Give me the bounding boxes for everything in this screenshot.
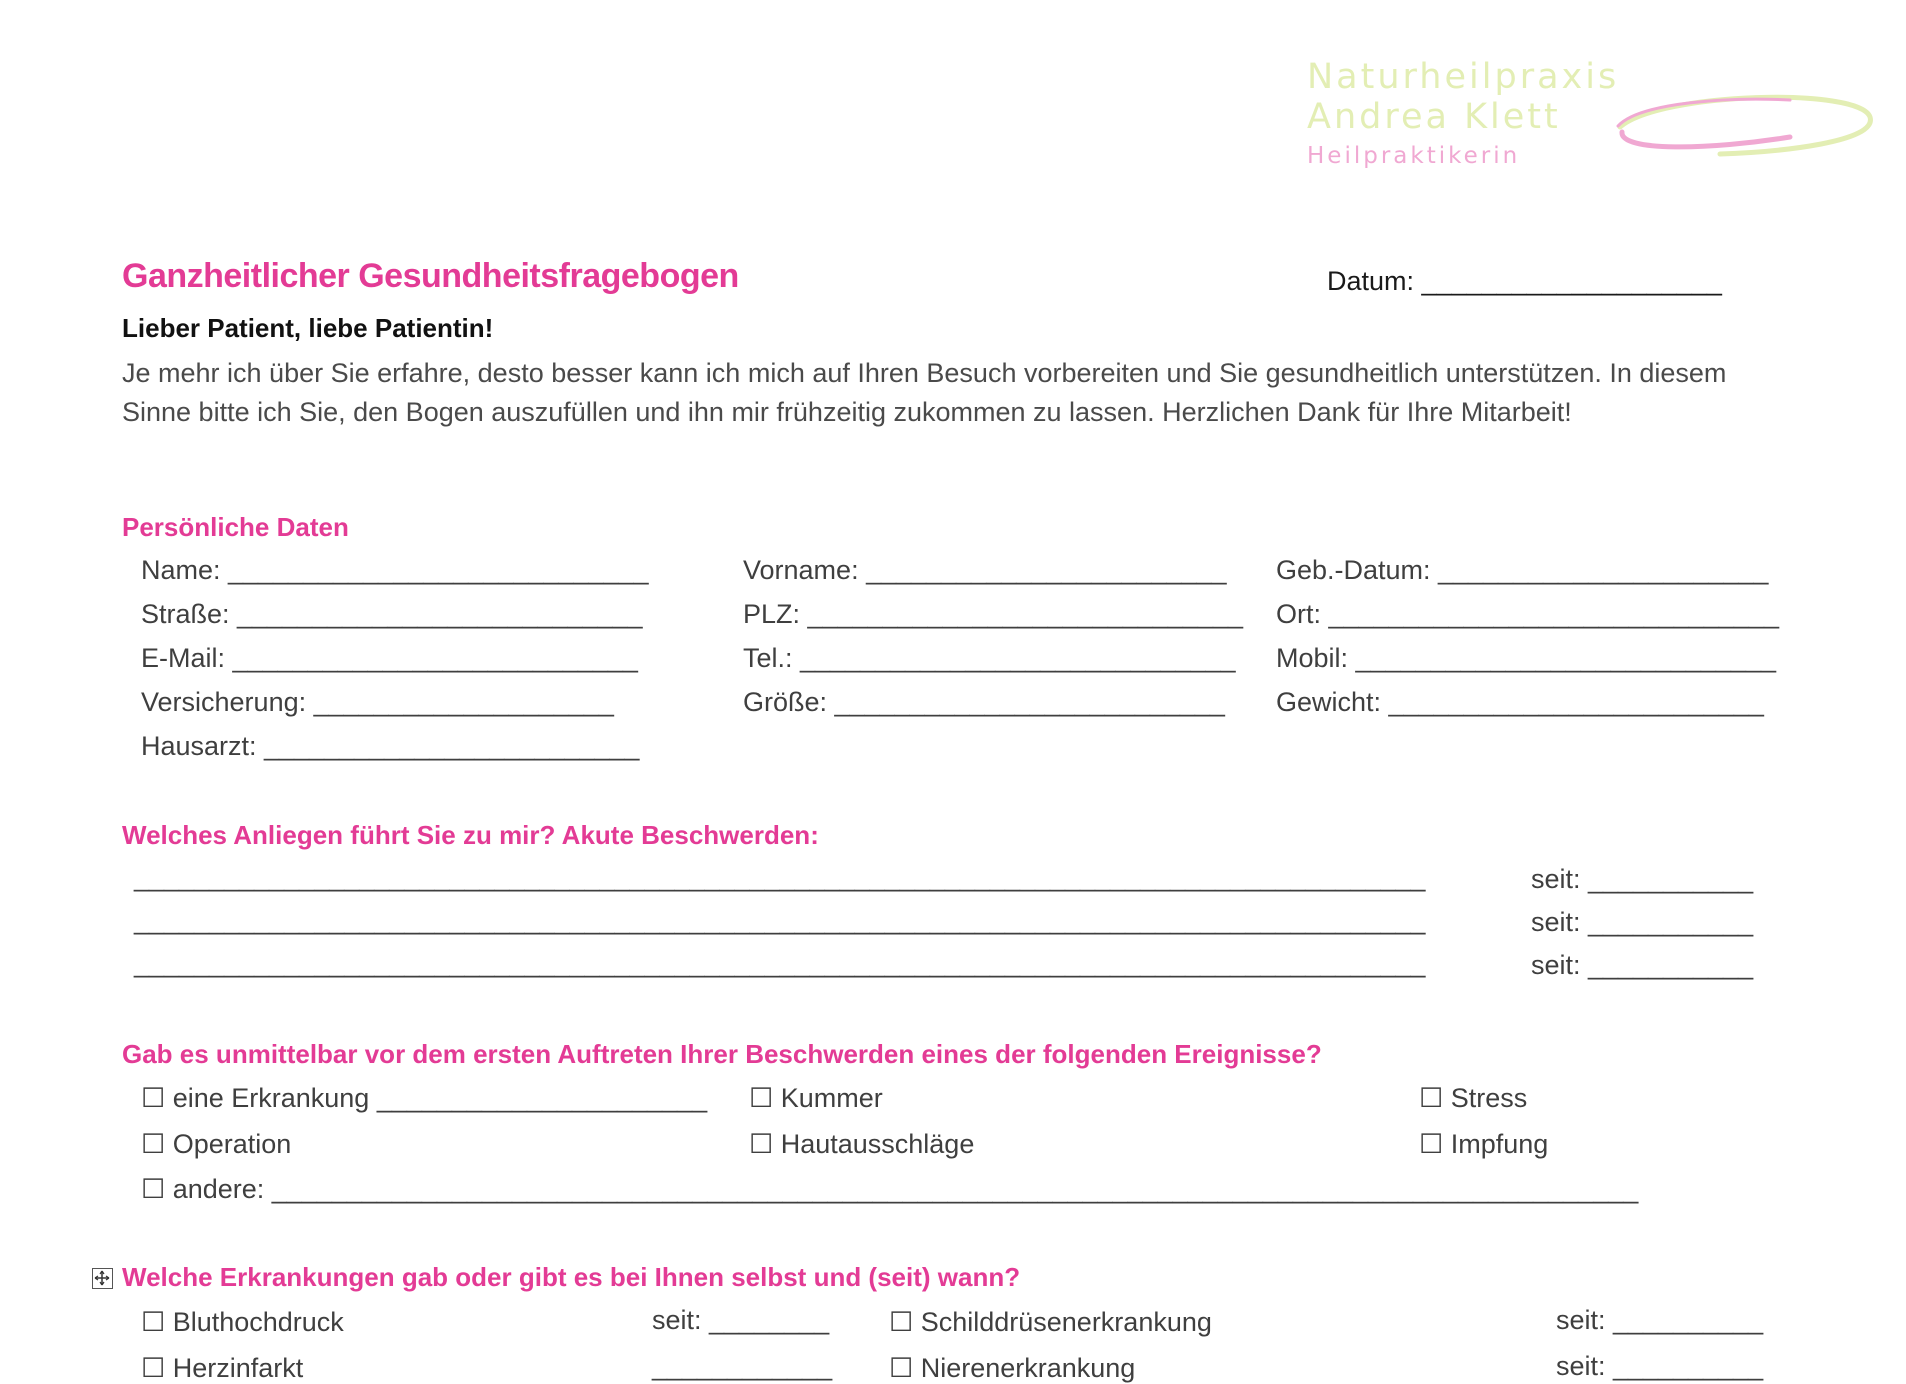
complaint-line[interactable]: ______________________________________________________________________________________: [134, 905, 1426, 935]
zip-field[interactable]: PLZ: _____________________________: [743, 599, 1243, 629]
firstname-field[interactable]: Vorname: ________________________: [743, 555, 1227, 585]
complaint-line[interactable]: ______________________________________________________________________________________: [134, 862, 1426, 892]
section-events: Gab es unmittelbar vor dem ersten Auftreten Ihrer Beschwerden eines der folgenden Ereignisse?: [122, 1039, 1322, 1069]
section-personal-data: Persönliche Daten: [122, 512, 349, 542]
thyroid-since-field[interactable]: seit: __________: [1556, 1305, 1764, 1335]
checkbox-grief[interactable]: ☐ Kummer: [749, 1083, 883, 1113]
checkbox-other[interactable]: ☐ andere: ___________________________________________________________________________________________: [141, 1174, 1639, 1204]
checkbox-illness[interactable]: ☐ eine Erkrankung ______________________: [141, 1083, 708, 1113]
checkbox-thyroid[interactable]: ☐ Schilddrüsenerkrankung: [889, 1307, 1212, 1337]
logo-practice-name: Naturheilpraxis: [1307, 57, 1620, 97]
kidney-since-field[interactable]: seit: __________: [1556, 1351, 1764, 1381]
intro-text: Je mehr ich über Sie erfahre, desto besser kann ich mich auf Ihren Besuch vorbereiten und Sie gesundheitlich unterstützen. In diesem Sinne bitte ich Sie, den Bogen auszufüllen und ihn mir frühzeitig zukommen zu lassen. Herzlichen Dank für Ihre Mitarbeit!: [122, 358, 1727, 427]
insurance-field[interactable]: Versicherung: ____________________: [141, 687, 614, 717]
birthdate-field[interactable]: Geb.-Datum: ______________________: [1276, 555, 1769, 585]
logo-profession: Heilpraktikerin: [1307, 143, 1521, 169]
page-title: Ganzheitlicher Gesundheitsfragebogen: [122, 257, 739, 295]
family-doctor-field[interactable]: Hausarzt: _________________________: [141, 731, 640, 761]
checkbox-rash[interactable]: ☐ Hautausschläge: [749, 1129, 975, 1159]
height-field[interactable]: Größe: __________________________: [743, 687, 1225, 717]
checkbox-vaccination[interactable]: ☐ Impfung: [1419, 1129, 1549, 1159]
street-field[interactable]: Straße: ___________________________: [141, 599, 643, 629]
greeting: Lieber Patient, liebe Patientin!: [122, 313, 494, 343]
email-field[interactable]: E-Mail: ___________________________: [141, 643, 638, 673]
date-field[interactable]: Datum: ____________________: [1327, 266, 1722, 296]
weight-field[interactable]: Gewicht: _________________________: [1276, 687, 1764, 717]
checkbox-stress[interactable]: ☐ Stress: [1419, 1083, 1528, 1113]
phone-field[interactable]: Tel.: _____________________________: [743, 643, 1236, 673]
hypertension-since-field[interactable]: seit: ________: [652, 1305, 830, 1335]
heart-attack-since-field[interactable]: ____________: [652, 1351, 833, 1381]
checkbox-heart-attack[interactable]: ☐ Herzinfarkt: [141, 1353, 304, 1383]
checkbox-surgery[interactable]: ☐ Operation: [141, 1129, 292, 1159]
city-field[interactable]: Ort: ______________________________: [1276, 599, 1779, 629]
section-diseases: Welche Erkrankungen gab oder gibt es bei Ihnen selbst und (seit) wann?: [122, 1262, 1021, 1292]
checkbox-kidney[interactable]: ☐ Nierenerkrankung: [889, 1353, 1136, 1383]
name-field[interactable]: Name: ____________________________: [141, 555, 649, 585]
checkbox-hypertension[interactable]: ☐ Bluthochdruck: [141, 1307, 344, 1337]
mobile-field[interactable]: Mobil: ____________________________: [1276, 643, 1776, 673]
complaint-since-field[interactable]: seit: ___________: [1531, 864, 1754, 894]
logo-practitioner-name: Andrea Klett: [1307, 97, 1561, 137]
logo-swoosh: [1600, 82, 1880, 162]
section-concern: Welches Anliegen führt Sie zu mir? Akute Beschwerden:: [122, 820, 819, 850]
complaint-line[interactable]: ______________________________________________________________________________________: [134, 948, 1426, 978]
table-move-handle-icon[interactable]: [92, 1268, 113, 1289]
complaint-since-field[interactable]: seit: ___________: [1531, 950, 1754, 980]
complaint-since-field[interactable]: seit: ___________: [1531, 907, 1754, 937]
